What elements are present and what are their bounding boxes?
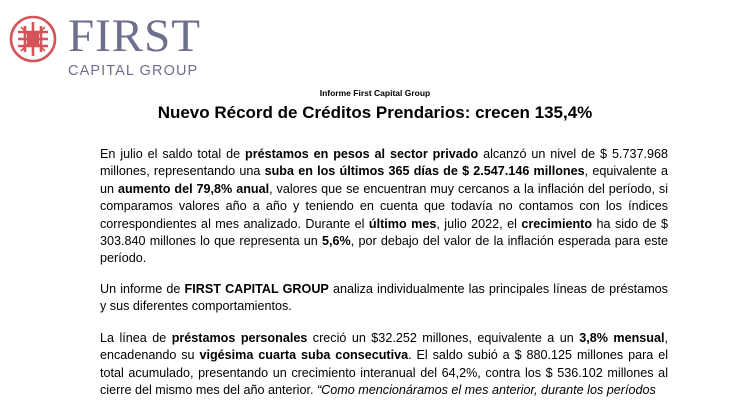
logo-wordmark: FIRST bbox=[68, 10, 201, 62]
page-title: Nuevo Récord de Créditos Prendarios: crecen 135,4% bbox=[157, 103, 593, 122]
paragraph-intro: Un informe de FIRST CAPITAL GROUP analiza individualmente las principales líneas de préstamos y sus diferentes comportamientos. bbox=[100, 282, 668, 314]
logo-tagline: CAPITAL GROUP bbox=[68, 63, 199, 79]
paragraph-personal-loans: La línea de préstamos personales creció un $32.252 millones, equivalente a un 3,8% mensual, encadenando su vigésima cuarta suba consecutiva. El saldo subió a $ 880.125 millones para el total acumulado, presentando un crecimiento interanual del 64,2%, contra los $ 536.102 millones al cierre del mismo mes del año anterior. “Como mencionáramos el mes anterior, durante los períodos bbox=[100, 331, 668, 398]
report-kicker: Informe First Capital Group bbox=[319, 88, 431, 98]
paragraph-summary: En julio el saldo total de préstamos en pesos al sector privado alcanzó un nivel de $ 5.737.968 millones, representando una suba en los últimos 365 días de $ 2.547.146 millones, equivalente a un aumento del 79,8% anual, valores que se encuentran muy cercanos a la inflación del período, si comparamos valores año a año y teniendo en cuenta que todavía no contamos con los índices correspondientes al mes analizado. Durante el último mes, julio 2022, el crecimiento ha sido de $ 303.840 millones lo que representa un 5,6%, por debajo del valor de la inflación esperada para este período. bbox=[100, 147, 668, 266]
company-logo bbox=[8, 10, 213, 82]
logo-emblem-icon bbox=[8, 14, 58, 64]
